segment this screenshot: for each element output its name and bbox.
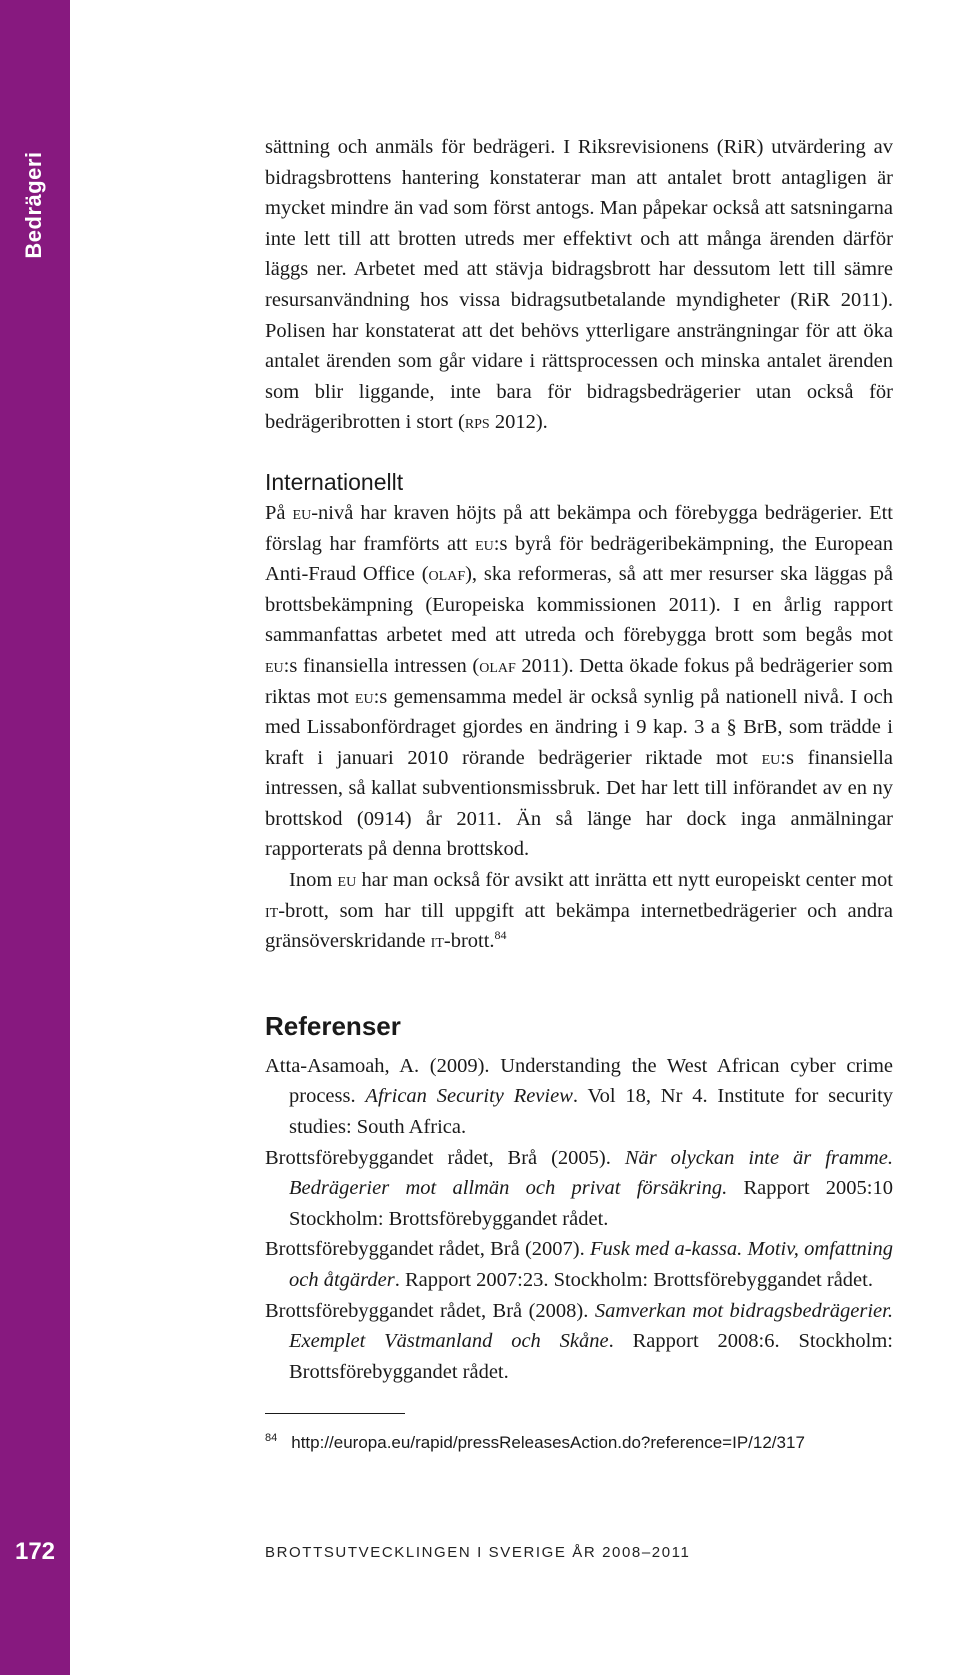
heading-referenser: Referenser xyxy=(265,1010,401,1041)
abbreviation: olaf xyxy=(479,654,516,677)
footnote xyxy=(265,1426,893,1455)
abbreviation: eu xyxy=(265,654,284,677)
paragraph-text: sättning och anmäls för bedrägeri. I Riksrevisionens (RiR) utvärdering av bidragsbrottens hantering konstaterar man att antalet brott antagligen är mycket mindre än vad som först antogs. Man påpekar också att satsningarna inte lett till att brotten utreds mer effektivt och att många ärenden därför läggs ner. Arbetet med att stävja bidragsbrott har dessutom lett till sämre resursanvändning hos vissa bidragsutbetalande myndigheter (RiR 2011). Polisen har konstaterat att det behövs ytterligare ansträngningar för att öka antalet ärenden som går vidare i rättsprocessen och minska antalet ärenden som blir liggande, inte bara för bidragsbedrägerier utan också för bedrägeribrotten i stort ( xyxy=(265,136,893,434)
footnote-ref: 84 xyxy=(494,928,507,943)
abbreviation: it xyxy=(265,899,279,922)
paragraph-eu: På eu-nivå har kraven höjts på att bekämpa och förebygga bedrägerier. Ett förslag har framförts att eu:s byrå för bedrägeribekämpning, the European Anti-Fraud Office (olaf), ska reformeras, så att mer resurser ska läggas på brottsbekämpning (Europeiska kommissionen 2011). I en årlig rapport sammanfattas arbetet med att utreda och förebygga brott som begås mot eu:s finansiella intressen (olaf 2011). Detta ökade fokus på bedrägerier som riktas mot eu:s gemensamma medel är också synlig på nationell nivå. I och med Lissabonfördraget gjordes en ändring i 9 kap. 3 a § BrB, som trädde i kraft i januari 2010 rörande bedrägerier riktade mot eu:s finansiella intressen, så kallat subventionsmissbruk. Det har lett till införandet av en ny brottskod (0914) år 2011. Än så länge har dock inga anmälningar rapporterats på denna brottskod. xyxy=(265,501,894,861)
abbreviation: it xyxy=(430,930,444,953)
page-number: 172 xyxy=(14,1538,56,1565)
abbreviation: eu xyxy=(337,869,357,892)
reference-item: Brottsförebyggandet rådet, Brå (2008). Samverkan mot bidragsbedrägerier. Exemplet Västmanland och Skåne. Rapport 2008:6. Stockholm: Brottsförebyggandet rådet. xyxy=(265,1299,893,1383)
italic-title: Fusk med a-kassa. Motiv, omfattning och åtgärder xyxy=(289,1238,893,1291)
section-title-vertical xyxy=(9,140,59,270)
paragraph-riksrevisionen xyxy=(265,132,893,438)
reference-list xyxy=(265,1051,893,1388)
italic-title: Samverkan mot bidragsbedrägerier. Exemplet Västmanland och Skåne xyxy=(289,1299,893,1353)
italic-title: När olyckan inte är framme. Bedrägerier mot allmän och privat försäkring. xyxy=(289,1146,893,1200)
reference-item: Brottsförebyggandet rådet, Brå (2007). Fusk med a-kassa. Motiv, omfattning och åtgärder. Rapport 2007:23. Stockholm: Brottsförebyggandet rådet. xyxy=(265,1238,893,1291)
footnote-url: http://europa.eu/rapid/pressReleasesAction.do?reference=IP/12/317 xyxy=(291,1433,805,1453)
abbreviation: eu xyxy=(761,746,781,769)
abbreviation: eu xyxy=(475,532,494,555)
reference-item: Atta-Asamoah, A. (2009). Understanding the West African cyber crime process. African Security Review. Vol 18, Nr 4. Institute for security studies: South Africa. xyxy=(265,1054,894,1139)
paragraph-end: 2012). xyxy=(489,411,548,434)
reference-item: Brottsförebyggandet rådet, Brå (2005). När olyckan inte är framme. Bedrägerier mot allmän och privat försäkring. Rapport 2005:10 Stockholm: Brottsförebyggandet rådet. xyxy=(265,1146,893,1230)
paragraph-it-center: Inom eu har man också för avsikt att inrätta ett nytt europeiskt center mot it-brott, som har till uppgift att bekämpa internetbedrägerier och andra gränsöverskridande it-brott.$^{84}$ xyxy=(265,869,893,953)
main-text xyxy=(265,132,893,1455)
sidebar-band xyxy=(0,0,70,1675)
running-footer: BROTTSUTVECKLINGEN I SVERIGE ÅR 2008–2011 xyxy=(265,1544,691,1561)
abbreviation: olaf xyxy=(428,563,466,586)
italic-title: African Security Review xyxy=(365,1085,573,1108)
abbreviation: eu xyxy=(292,501,312,524)
footnote-divider xyxy=(265,1413,405,1414)
footnote-number: 84 xyxy=(265,1432,278,1445)
section-title-text: Bedrägeri xyxy=(21,151,46,259)
abbr-rps: rps xyxy=(464,411,490,434)
heading-internationellt: Internationellt xyxy=(265,468,404,495)
abbreviation: eu xyxy=(354,685,374,708)
